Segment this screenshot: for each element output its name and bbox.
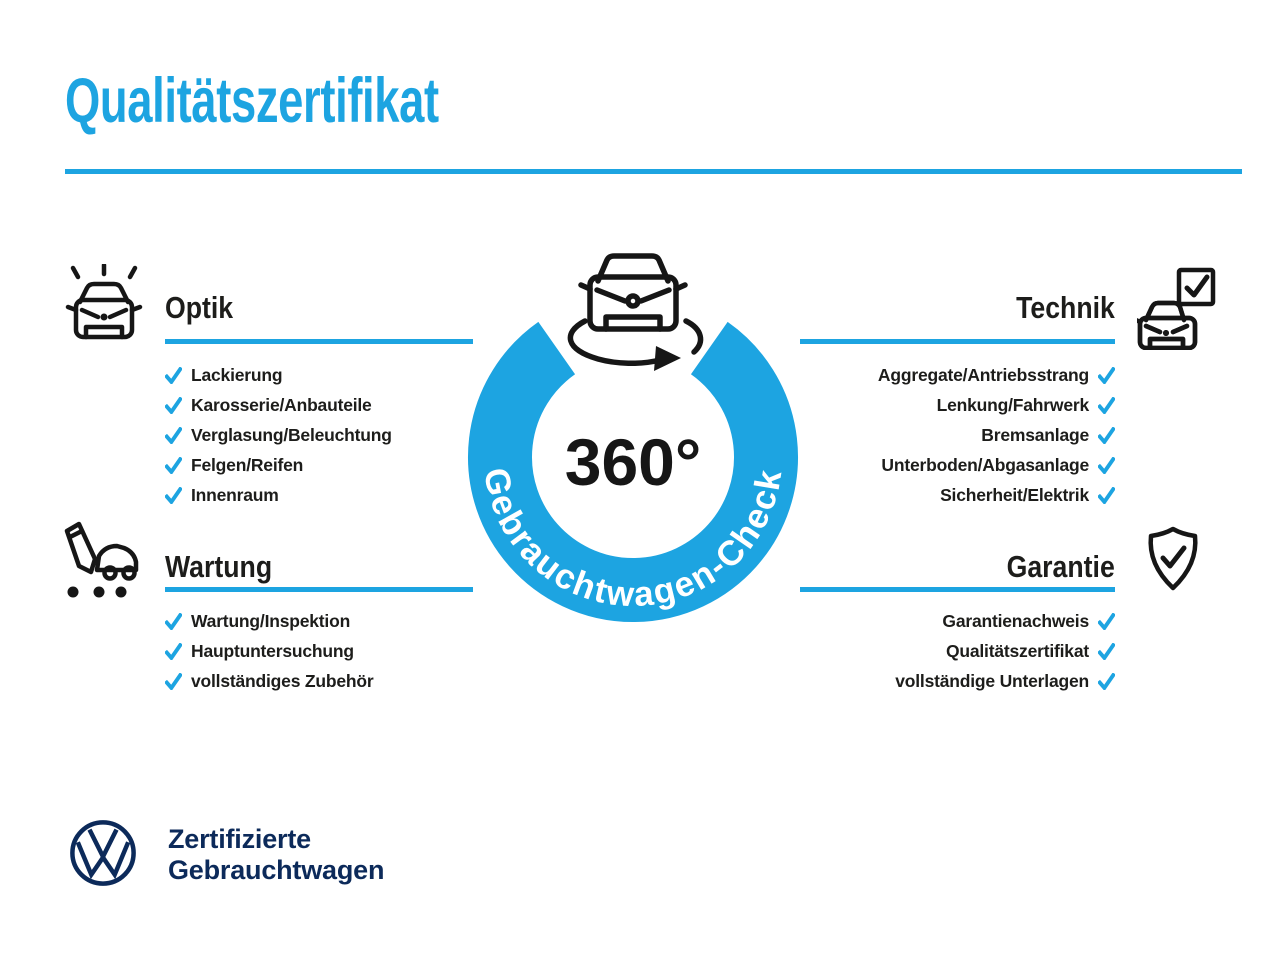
section-underline xyxy=(800,339,1115,344)
checklist-optik xyxy=(165,361,392,510)
check-icon xyxy=(165,487,182,504)
checklist-item xyxy=(165,480,392,510)
checklist-item-label: Garantienachweis xyxy=(942,611,1089,632)
checklist-item-label: Bremsanlage xyxy=(981,424,1089,445)
check-icon xyxy=(1098,397,1115,414)
check-icon xyxy=(1098,367,1115,384)
checklist-item-label: Unterboden/Abgasanlage xyxy=(881,454,1089,475)
shield-check-icon xyxy=(1139,525,1207,593)
section-underline xyxy=(165,587,473,592)
check-icon xyxy=(165,367,182,384)
checklist-item xyxy=(165,637,374,667)
checklist-item-label: Verglasung/Beleuchtung xyxy=(191,424,392,445)
checklist-technik xyxy=(878,361,1115,510)
badge-360-check xyxy=(448,245,818,640)
vw-logo xyxy=(67,817,139,889)
checklist-item xyxy=(878,391,1115,421)
checklist-item xyxy=(895,637,1115,667)
check-icon xyxy=(165,673,182,690)
pencil-car-icon xyxy=(60,520,142,602)
section-garantie xyxy=(800,518,1217,713)
checklist-item xyxy=(878,450,1115,480)
check-icon xyxy=(1098,427,1115,444)
check-icon xyxy=(1098,643,1115,660)
car-checklist-icon xyxy=(1137,266,1217,350)
checklist-item-label: Lenkung/Fahrwerk xyxy=(936,395,1089,416)
checklist-item xyxy=(165,667,374,697)
checklist-item xyxy=(878,421,1115,451)
checklist-item-label: Aggregate/Antriebsstrang xyxy=(877,365,1089,386)
checklist-item xyxy=(165,450,392,480)
check-icon xyxy=(165,397,182,414)
section-underline xyxy=(800,587,1115,592)
checklist-item xyxy=(895,607,1115,637)
checklist-item-label: Wartung/Inspektion xyxy=(191,611,351,632)
title-rule xyxy=(65,169,1242,174)
check-icon xyxy=(1098,613,1115,630)
section-technik xyxy=(800,262,1217,512)
section-title-optik: Optik xyxy=(165,290,234,325)
rotation-arrowhead xyxy=(654,346,681,371)
checklist-item-label: Lackierung xyxy=(191,365,283,386)
page-title: Qualitätszertifikat xyxy=(65,66,439,136)
car-rotation-icon xyxy=(570,256,700,363)
checklist-item xyxy=(165,607,374,637)
check-icon xyxy=(165,427,182,444)
checklist-item-label: Felgen/Reifen xyxy=(191,454,304,475)
checklist-garantie xyxy=(895,607,1115,696)
checklist-item xyxy=(165,421,392,451)
section-title-wartung: Wartung xyxy=(165,549,273,584)
checklist-item-label: Hauptuntersuchung xyxy=(191,641,354,662)
checklist-item xyxy=(895,667,1115,697)
checklist-item xyxy=(878,480,1115,510)
check-icon xyxy=(1098,673,1115,690)
checklist-item-label: Innenraum xyxy=(191,484,279,505)
checklist-item-label: Qualitätszertifikat xyxy=(945,641,1089,662)
section-title-technik: Technik xyxy=(1016,290,1115,325)
checklist-item xyxy=(165,361,392,391)
checklist-item-label: vollständiges Zubehör xyxy=(191,670,374,691)
checklist-item-label: Sicherheit/Elektrik xyxy=(940,484,1089,505)
section-optik xyxy=(60,262,475,512)
section-underline xyxy=(165,339,473,344)
brand-footer xyxy=(67,815,487,905)
checklist-wartung xyxy=(165,607,374,696)
check-icon xyxy=(1098,457,1115,474)
brand-line-1: Zertifizierte xyxy=(168,824,311,854)
brand-text xyxy=(168,824,384,886)
brand-line-2: Gebrauchtwagen xyxy=(168,855,385,885)
check-icon xyxy=(1098,487,1115,504)
check-icon xyxy=(165,457,182,474)
check-icon xyxy=(165,643,182,660)
section-wartung xyxy=(60,518,475,713)
check-icon xyxy=(165,613,182,630)
badge-ring-label: Gebrauchtwagen-Check xyxy=(476,464,790,615)
checklist-item-label: Karosserie/Anbauteile xyxy=(191,395,372,416)
shiny-car-icon xyxy=(60,264,148,350)
checklist-item xyxy=(165,391,392,421)
badge-value: 360° xyxy=(564,425,702,499)
checklist-item xyxy=(878,361,1115,391)
section-title-garantie: Garantie xyxy=(1006,549,1115,584)
checklist-item-label: vollständige Unterlagen xyxy=(895,670,1089,691)
